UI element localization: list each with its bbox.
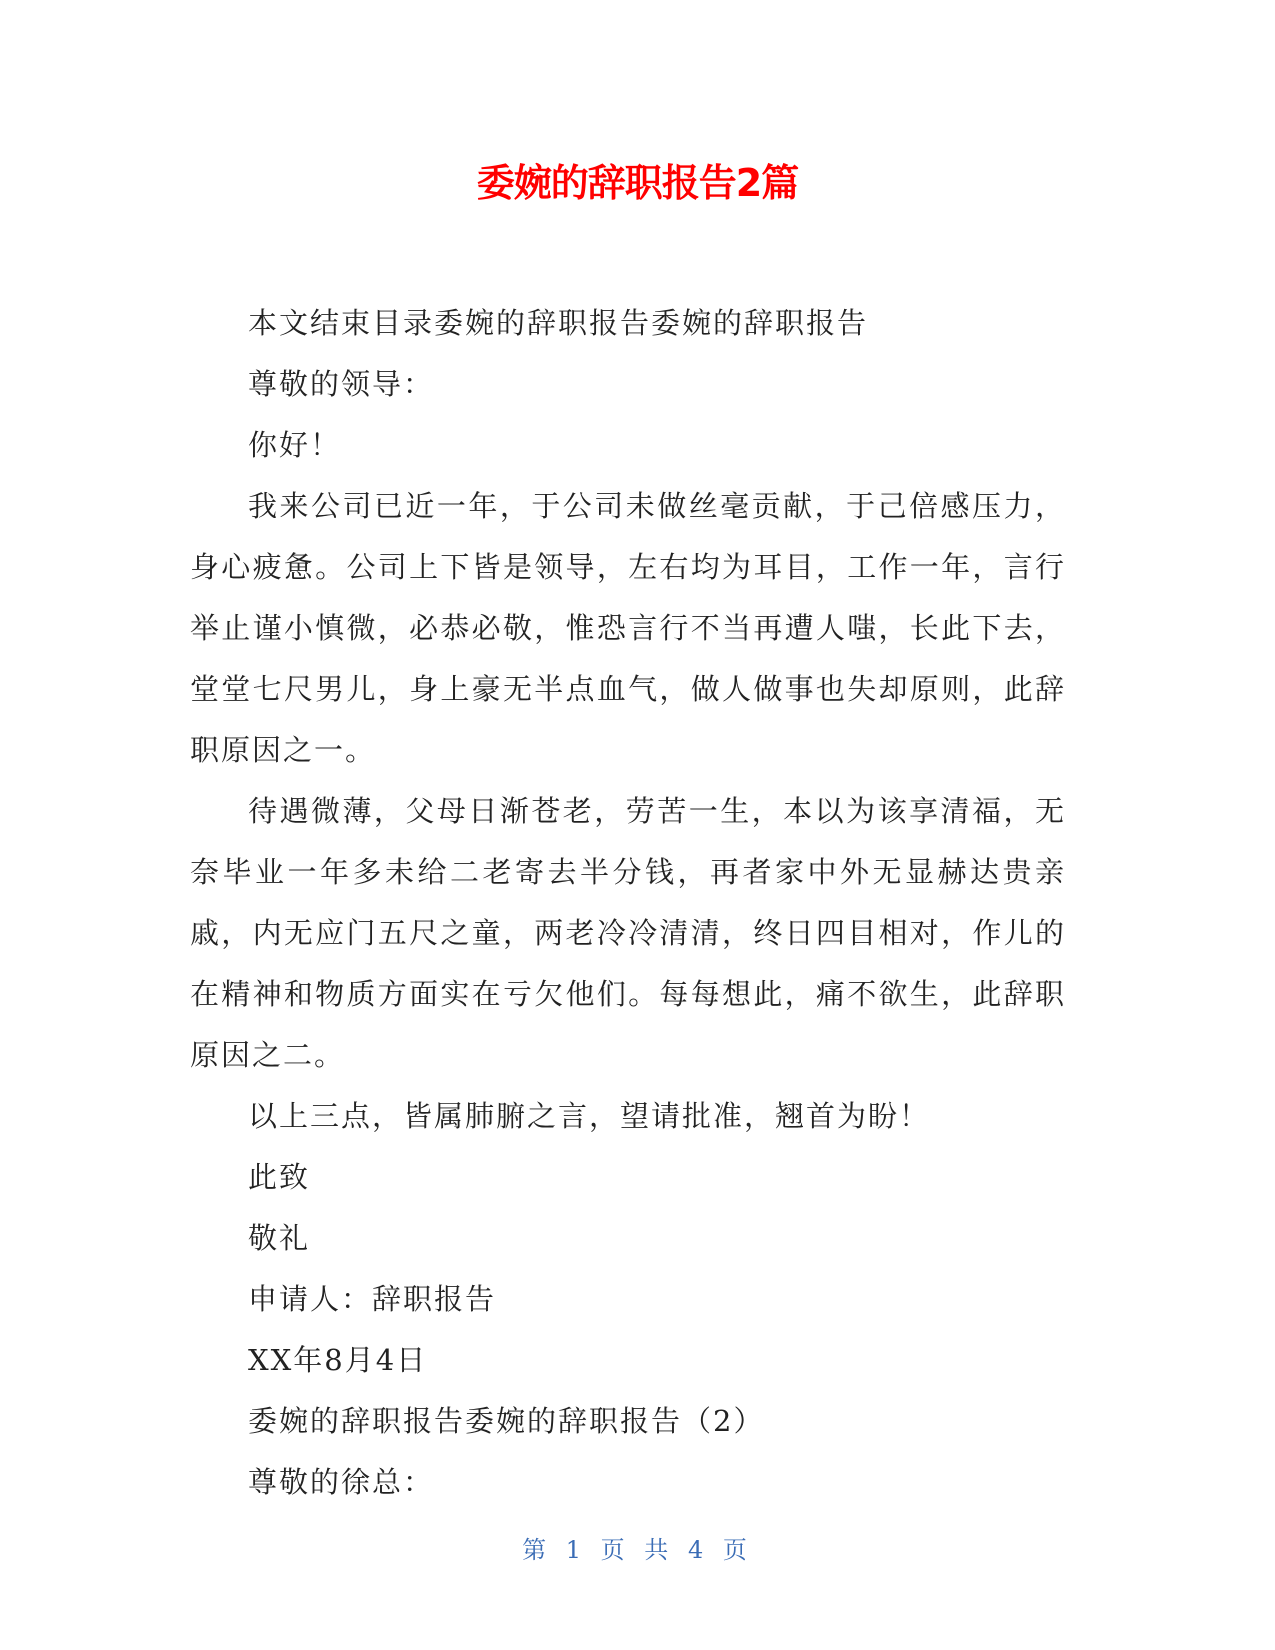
paragraph-reason-two: 待遇微薄，父母日渐苍老，劳苦一生，本以为该享清福，无奈毕业一年多未给二老寄去半分钱，再者家中外无显赫达贵亲戚，内无应门五尺之童，两老冷冷清清，终日四目相对，作儿的在精神和物质方面实在亏欠他们。每每想此，痛不欲生，此辞职原因之二。 [190,794,1066,1072]
document-body [190,293,1066,1513]
paragraph-regards: 敬礼 [248,1221,311,1255]
paragraph-date: XX年8月4日 [248,1343,428,1377]
paragraph-request: 以上三点，皆属肺腑之言，望请批准，翘首为盼！ [248,1099,931,1133]
document-title: 委婉的辞职报告2篇 [476,161,799,205]
paragraph-closing: 此致 [248,1160,311,1194]
page-number: 第 1 页 共 4 页 [522,1536,753,1564]
paragraph-greeting: 你好！ [248,428,342,462]
paragraph-salutation: 尊敬的领导： [248,367,435,401]
paragraph-toc: 本文结束目录委婉的辞职报告委婉的辞职报告 [248,306,869,340]
paragraph-applicant: 申请人：辞职报告 [248,1282,497,1316]
paragraph-reason-one: 我来公司已近一年，于公司未做丝毫贡献，于己倍感压力，身心疲惫。公司上下皆是领导，左右均为耳目，工作一年，言行举止谨小慎微，必恭必敬，惟恐言行不当再遭人嗤，长此下去，堂堂七尺男儿，身上豪无半点血气，做人做事也失却原则，此辞职原因之一。 [190,489,1066,767]
paragraph-second-title: 委婉的辞职报告委婉的辞职报告（2） [248,1404,765,1438]
paragraph-second-salutation: 尊敬的徐总： [248,1465,435,1499]
